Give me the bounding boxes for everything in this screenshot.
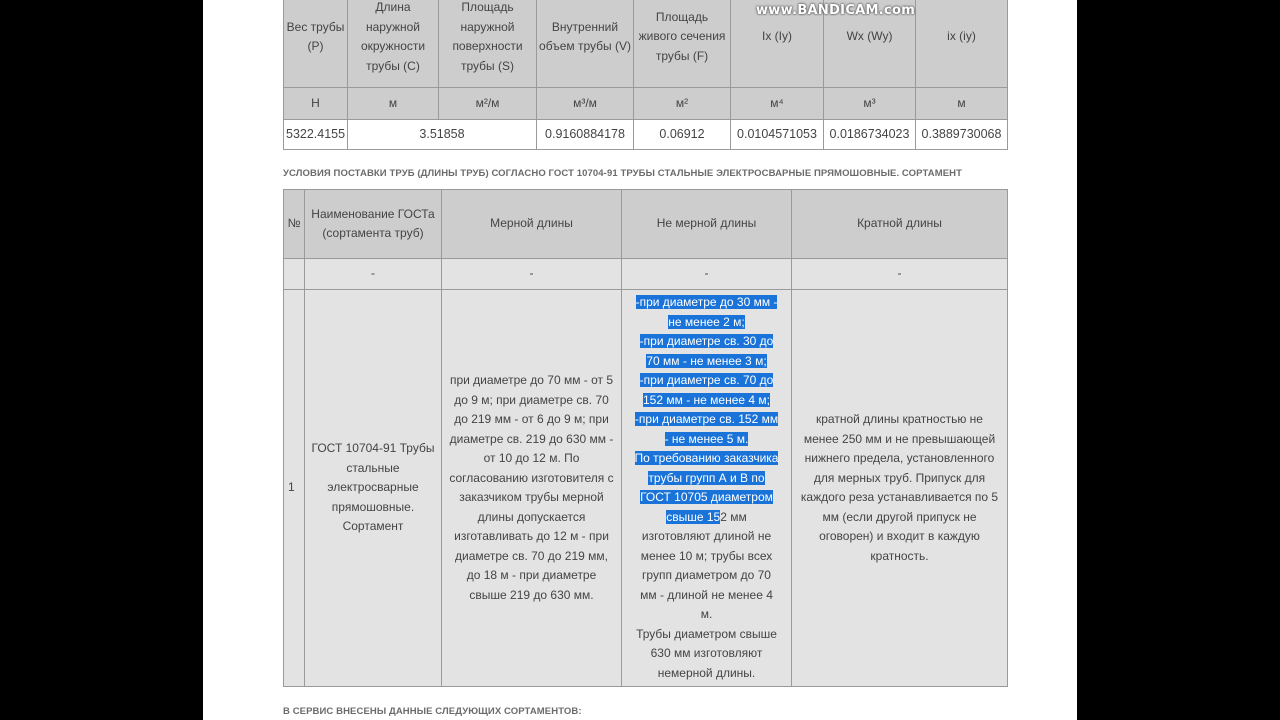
unit-cell: м³ [824,88,916,120]
selected-text[interactable]: По требованию заказчика [634,451,779,465]
text-line[interactable]: изготовляют длиной не [641,529,772,543]
section-heading-supply-conditions: УСЛОВИЯ ПОСТАВКИ ТРУБ (ДЛИНЫ ТРУБ) СОГЛАСНО ГОСТ 10704-91 ТРУБЫ СТАЛЬНЫЕ ЭЛЕКТРОСВАРНЫЕ ПРЯМОШОВНЫЕ. СОРТАМЕНТ [283,168,963,179]
value-cell: 5322.4155 [284,120,348,150]
dash-cell: - [792,259,1008,290]
selected-text[interactable]: не менее 2 м; [668,314,745,329]
header-moment-of-inertia: Ix (Iy) [731,0,824,88]
selected-text[interactable]: 70 мм - не менее 3 м; [646,353,767,368]
value-cell: 0.9160884178 [537,120,634,150]
unmeasured-length-cell[interactable] [622,290,792,687]
unselected-text[interactable]: 2 мм [720,509,747,524]
selected-text[interactable]: - не менее 5 м. [664,431,749,446]
unit-cell: м³/м [537,88,634,120]
unit-cell: Н [284,88,348,120]
gost-name-cell [305,290,442,687]
selected-text[interactable]: свыше 15 [666,509,721,524]
header-inner-volume: Внутренний объем трубы (V) [537,0,634,88]
row-number: 1 [284,290,305,687]
value-cell: 3.51858 [348,120,537,150]
header-gost-name: Наименование ГОСТа (сортамента труб) [305,190,442,259]
value-cell: 0.3889730068 [916,120,1008,150]
unit-cell: м⁴ [731,88,824,120]
multiple-length-cell [792,290,1008,687]
selected-text[interactable]: -при диаметре св. 152 мм [634,412,779,426]
selected-text[interactable]: 152 мм - не менее 4 м; [643,392,770,407]
recorder-watermark: www.BANDICAM.com [756,3,916,18]
header-number: № [284,190,305,259]
text-line[interactable]: менее 10 м; трубы всех [640,548,773,563]
selected-text[interactable]: -при диаметре св. 70 до [639,373,774,387]
multiple-length-text: кратной длины кратностью не менее 250 мм и не превышающей нижнего предела, установленного для мерных труб. Припуск для каждого реза устанавливается по 5 мм (если другой припуск не оговорен) и входит в каждую кратность. [800,412,999,563]
header-weight: Вес трубы (P) [284,0,348,88]
text-line[interactable]: немерной длины. [657,665,756,680]
header-multiple-length: Кратной длины [792,190,1008,259]
selected-text[interactable]: трубы групп А и В по [648,470,765,485]
value-cell: 0.06912 [634,120,731,150]
header-section-modulus: Wx (Wy) [824,0,916,88]
pipe-properties-table [283,0,1008,150]
text-line[interactable]: 630 мм изготовляют [650,646,763,660]
header-unmeasured-length: Не мерной длины [622,190,792,259]
text-line[interactable]: Трубы диаметром свыше [636,626,777,641]
header-outer-circumference: Длина наружной окружности трубы (C) [348,0,439,88]
measured-length-cell [442,290,622,687]
dash-cell: - [622,259,792,290]
unit-cell: м [916,88,1008,120]
unit-cell: м [348,88,439,120]
text-line[interactable]: мм - длиной не менее 4 [640,587,773,602]
header-flow-section-area: Площадь живого сечения трубы (F) [634,0,731,88]
dash-cell: - [305,259,442,290]
value-cell: 0.0104571053 [731,120,824,150]
supply-conditions-table [283,189,1008,687]
text-line[interactable]: м. [700,607,713,621]
selected-text[interactable]: ГОСТ 10705 диаметром [640,490,773,504]
dash-cell: - [442,259,622,290]
selected-text[interactable]: -при диаметре св. 30 до [639,334,774,348]
header-radius-of-gyration: ix (iy) [916,0,1008,88]
section-heading-services: В СЕРВИС ВНЕСЕНЫ ДАННЫЕ СЛЕДУЮЩИХ СОРТАМЕНТОВ: [283,706,582,717]
unit-cell: м² [634,88,731,120]
selected-text[interactable]: -при диаметре до 30 мм - [635,295,778,309]
header-measured-length: Мерной длины [442,190,622,259]
gost-name-text: ГОСТ 10704-91 Трубы стальные электросварные прямошовные. Сортамент [311,441,435,534]
text-line[interactable]: групп диаметром до 70 [642,568,771,582]
measured-length-text: при диаметре до 70 мм - от 5 до 9 м; при диаметре св. 70 до 219 мм - от 6 до 9 м; при диаметре св. 219 до 630 мм - от 10 до 12 м. По согласованию изготовителя с заказчиком трубы мерной длины допускается изготавливать до 12 м - при диаметре св. 70 до 219 мм, до 18 м - при диаметре свыше 219 до 630 мм. [449,373,614,602]
empty-cell [284,259,305,290]
value-cell: 0.0186734023 [824,120,916,150]
header-outer-surface-area: Площадь наружной поверхности трубы (S) [439,0,537,88]
document-page [203,0,1077,720]
unit-cell: м²/м [439,88,537,120]
